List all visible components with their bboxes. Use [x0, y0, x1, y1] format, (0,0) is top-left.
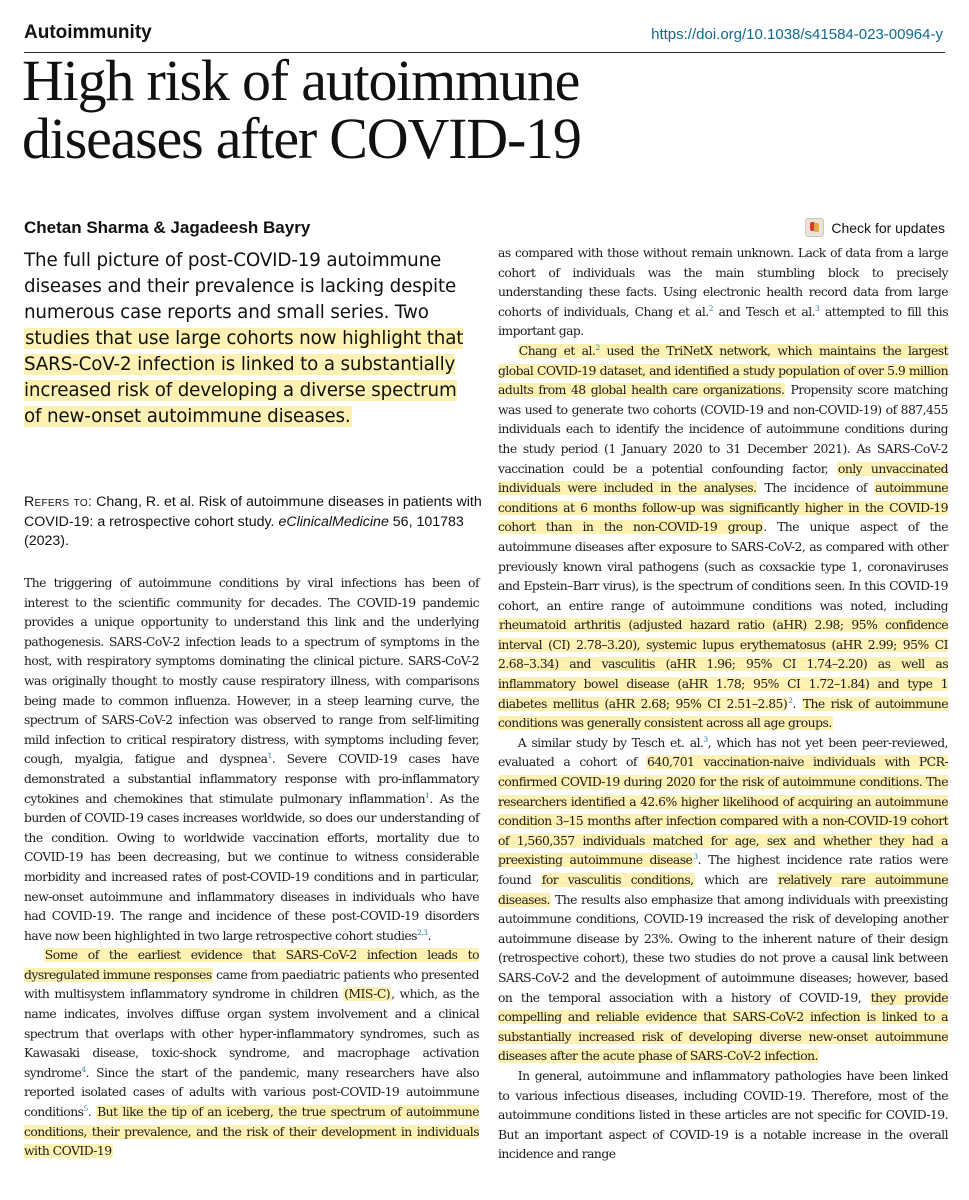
text-run: which are	[694, 873, 778, 887]
citation-ref[interactable]: 4	[81, 1064, 86, 1074]
citation-ref[interactable]: 3	[815, 303, 820, 313]
citation-ref[interactable]: 3	[703, 734, 708, 744]
refers-to-citation: Chang, R. et al. Risk of autoimmune diseases in patients with COVID-19: a retrospective cohort study.	[24, 494, 482, 530]
highlight: relatively rare autoimmune diseases.	[498, 873, 948, 907]
citation-ref[interactable]: 2	[595, 342, 600, 352]
highlight: for vasculitis conditions,	[541, 873, 694, 887]
citation-ref[interactable]: 1	[267, 751, 272, 761]
left-column-body	[24, 574, 479, 1162]
text-run: Propensity score matching was used to generate two cohorts (COVID-19 and non-COVID-19) of 887,455 individuals each to identify the incidence of autoimmune conditions during the study period (1 January 2020 to 31 December 2021). As SARS-CoV-2 vaccination could be a potential confounding factor,	[498, 383, 948, 476]
text-run: came from paediatric patients who presented with multisystem inflammatory syndrome in children	[24, 967, 479, 1002]
text-run: . Since the start of the pandemic, many researchers have also reported isolated cases of adults with various post-COVID-19 autoimmune conditions	[24, 1065, 479, 1120]
highlight: Some of the earliest evidence that SARS-CoV-2 infection leads to dysregulated immune responses	[24, 948, 479, 982]
body-paragraph	[498, 244, 948, 342]
right-column-body	[498, 244, 948, 1165]
highlight: But like the tip of an iceberg, the true spectrum of autoimmune conditions, their prevalence, and the risk of their development in individuals with COVID-19	[24, 1105, 479, 1159]
text-run: as compared with those without remain unknown. Lack of data from a large cohort of individuals was the main stumbling block to precisely understanding these facts. Using electronic health record data from large cohorts of individuals, Chang et al.	[498, 246, 948, 319]
body-paragraph	[498, 342, 948, 734]
text-run: . The unique aspect of the autoimmune diseases after exposure to SARS-CoV-2, as compared with other previously known viral pathogens (such as coxsackie type 1, coronaviruses and Epstein–Barr virus), is the spectrum of conditions seen. In this COVID-19 cohort, an entire range of autoimmune conditions was noted, including	[498, 520, 948, 613]
article-title	[22, 48, 922, 171]
text-run: In general, autoimmune and inflammatory pathologies have been linked to various infectious diseases, including COVID-19. Therefore, most of the autoimmune conditions listed in these articles are not specific for COVID-19. But an important aspect of COVID-19 is a notable increase in the overall incidence and range	[498, 1068, 948, 1162]
text-run: , which, as the name indicates, involves diffuse organ system involvement and a clinical spectrum that overlaps with other hyper-inflammatory syndromes, such as Kawasaki disease, toxic-shock syndrome, and macrophage activation syndrome	[24, 987, 479, 1080]
text-run: . Severe COVID-19 cases have demonstrated a substantial inflammatory response with pro-inflammatory cytokines and chemokines that stimulate pulmonary inflammation	[24, 752, 479, 806]
citation-ref[interactable]: 2	[708, 303, 713, 313]
standfirst	[24, 248, 479, 430]
highlight: 640,701 vaccination-naive individuals with PCR-confirmed COVID-19 during 2020 for the risk of autoimmune conditions. The researchers identified a 42.6% higher likelihood of acquiring an autoimmune condition 3–15 months after infection compared with a non-COVID-19 cohort of 1,560,357 individuals matched for age, sex and whether they had a preexisting autoimmune disease	[498, 755, 949, 868]
check-updates-icon	[805, 218, 824, 237]
refers-to-volume: 56, 101783 (2023).	[24, 513, 464, 549]
check-updates-label: Check for updates	[831, 219, 945, 236]
refers-to	[24, 493, 484, 552]
citation-ref[interactable]: 1	[425, 790, 430, 800]
text-run: The triggering of autoimmune conditions by viral infections has been of interest to the scientific community for decades. The COVID-19 pandemic provides a unique opportunity to understand this link and the underlying pathogenesis. SARS-CoV-2 infection leads to a spectrum of symptoms in the host, with respiratory symptoms dominating the clinical picture. SARS-CoV-2 was originally thought to mostly cause respiratory illness, with comparisons being made to common influenza. However, in a steep learning curve, the spectrum of SARS-CoV-2 infection was observed to range from self-limiting mild infection to critical respiratory distress, with symptoms including fever, cough, myalgia, fatigue and dyspnea	[24, 576, 479, 767]
section-tag: Autoimmunity	[24, 22, 152, 43]
citation-ref[interactable]: 2,3	[416, 927, 428, 937]
citation-ref[interactable]: 2	[788, 695, 793, 705]
body-paragraph	[24, 946, 479, 1162]
text-run: .	[87, 1105, 97, 1120]
title-line-1: High risk of autoimmune	[22, 48, 580, 113]
text-run: . As the burden of COVID-19 cases increases worldwide, so does our understanding of the condition. Owing to worldwide vaccination efforts, mortality due to COVID-19 has been decreasing, but we continue to witness considerable morbidity and increased rates of post-COVID-19 conditions and in particular, new-onset autoimmune and inflammatory diseases in individuals who have had COVID-19. The range and incidence of these post-COVID-19 disorders have now been highlighted in two large retrospective cohort studies	[24, 791, 479, 943]
text-run: .	[792, 696, 802, 711]
highlight: only unvaccinated individuals were included in the analyses.	[498, 461, 948, 496]
body-paragraph	[24, 574, 479, 946]
highlight: they provide compelling and reliable evidence that SARS-CoV-2 infection is linked to a substantially increased risk of developing diverse new-onset autoimmune diseases after the acute phase of SARS-CoV-2 infection.	[498, 990, 948, 1064]
text-run: Chang et al.	[518, 343, 596, 358]
highlight: rheumatoid arthritis (adjusted hazard ratio (aHR) 2.98; 95% confidence interval (CI) 2.78–3.20), systemic lupus erythematosus (aHR 2.99; 95% CI 2.68–3.34) and vasculitis (aHR 1.96; 95% CI 1.74–2.20) as well as inflammatory bowel disease (aHR 1.78; 95% CI 1.72–1.84) and type 1 diabetes mellitus (aHR 2.68; 95% CI 2.51–2.85)	[498, 618, 948, 711]
standfirst-highlight: studies that use large cohorts now highlight that SARS-CoV-2 infection is linked to a substantially increased risk of developing a diverse spectrum of new-onset autoimmune diseases.	[24, 328, 464, 427]
standfirst-text: The full picture of post-COVID-19 autoimmune diseases and their prevalence is lacking despite numerous case reports and small series. Two	[24, 250, 457, 323]
citation-ref[interactable]: 3	[693, 852, 698, 862]
body-paragraph	[498, 734, 948, 1067]
text-run: A similar study by Tesch et. al.	[517, 735, 704, 750]
text-run: The results also emphasize that among individuals with preexisting autoimmune conditions, COVID-19 increased the risk of developing another autoimmune disease by 23%. Owing to the inherent nature of their design (retrospective cohort), these two studies do not prove a causal link between SARS-CoV-2 and the development of autoimmune diseases; however, based on the temporal association with a history of COVID-19,	[498, 892, 948, 1005]
text-run: attempted to fill this important gap.	[498, 304, 949, 339]
citation-ref[interactable]: 5	[83, 1103, 88, 1113]
text-run: used the TriNetX network, which maintains the largest global COVID-19 dataset, and identified a study population of over 5.9 million adults from 48 global health care organizations.	[498, 343, 949, 398]
text-run: . The highest incidence rate ratios were found	[498, 853, 949, 887]
text-run: .	[427, 928, 431, 943]
highlight: autoimmune conditions at 6 months follow-up was significantly higher in the COVID-19 cohort than in the non-COVID-19 group	[498, 481, 949, 535]
authors: Chetan Sharma & Jagadeesh Bayry	[24, 218, 311, 237]
text-run: The incidence of	[757, 481, 875, 496]
check-for-updates-button[interactable]	[805, 218, 945, 237]
highlight: The risk of autoimmune conditions was generally consistent across all age groups.	[498, 696, 948, 731]
doi-link[interactable]: https://doi.org/10.1038/s41584-023-00964-y	[651, 26, 943, 43]
refers-to-label: Refers to:	[24, 494, 93, 510]
refers-to-journal: eClinicalMedicine	[278, 513, 389, 530]
title-line-2: diseases after COVID-19	[22, 106, 581, 171]
body-paragraph	[498, 1067, 948, 1165]
text-run: , which has not yet been peer-reviewed, evaluated a cohort of	[498, 735, 948, 770]
highlight: (MIS-C)	[344, 987, 391, 1002]
text-run: and Tesch et al.	[712, 304, 816, 319]
